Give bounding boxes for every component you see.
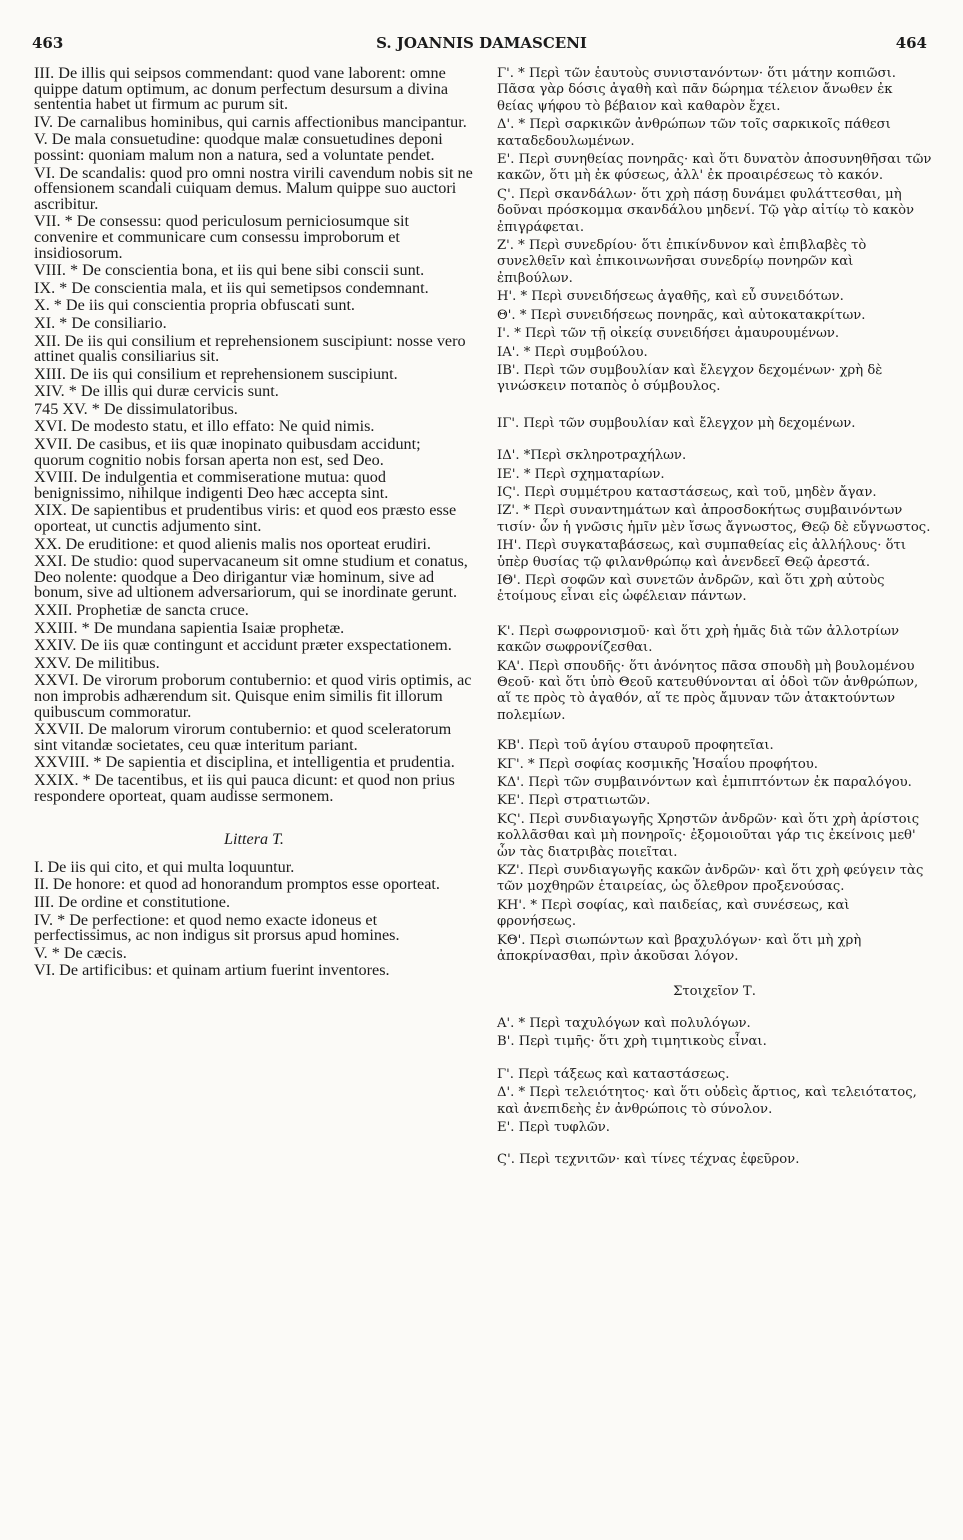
entry: Ε'. Περὶ τυφλῶν.: [497, 1119, 610, 1135]
entry: XXIX. * De tacentibus, et iis qui pauca dicunt: et quod non prius respondere oporteat, quam audisse sermonem.: [34, 770, 455, 805]
entry: X. * De iis qui conscientia propria obfuscati sunt.: [34, 296, 355, 315]
entry: Γ'. Περὶ τάξεως καὶ καταστάσεως.: [497, 1066, 730, 1082]
entry: V. De mala consuetudine: quodque malæ consuetudines deponi possint: quoniam malum non a natura, sed a voluntate pendet.: [34, 130, 443, 164]
greek-column: [497, 66, 932, 1171]
page-number-left: 463: [32, 34, 64, 52]
entry: III. De ordine et constitutione.: [34, 892, 230, 911]
entry: ΙΖ'. * Περὶ συναντημάτων καὶ ἀπροσδοκήτως συμβαινόντων τισίν· ὧν ἡ γνῶσις ἡμῖν μὲν ἴσως ἄγνωστος, Θεῷ δὲ εὔγνωστος.: [497, 503, 931, 535]
latin-column: [34, 66, 474, 981]
entry: XXV. De militibus.: [34, 653, 160, 672]
entry: 745 XV. * De dissimulatoribus.: [34, 399, 238, 418]
entry: Ϛ'. Περὶ τεχνιτῶν· καὶ τίνες τέχνας ἐφεῦρον.: [497, 1152, 800, 1168]
entry: XXVIII. * De sapientia et disciplina, et intelligentia et prudentia.: [34, 753, 455, 772]
entry: ΚΖ'. Περὶ συνδιαγωγῆς κακῶν ἀνδρῶν· καὶ ὅτι χρὴ φεύγειν τὰς τῶν μοχθηρῶν ἑταιρείας, ὡς ὄλεθρον προξενούσας.: [497, 863, 924, 895]
entry: Θ'. * Περὶ συνειδήσεως πονηρᾶς, καὶ αὐτοκατακρίτων.: [497, 307, 866, 323]
entry: ΙΔ'. *Περὶ σκληροτραχήλων.: [497, 448, 687, 464]
entry: XXVI. De virorum proborum contubernio: et quod viris optimis, ac non improbis adhærendum sit. Quisque enim similis fit illorum quibuscum commoratur.: [34, 671, 472, 721]
entry: ΙΗ'. Περὶ συγκαταβάσεως, καὶ συμπαθείας εἰς ἀλλήλους· ὅτι ὑπὲρ θυσίας τῷ φιλανθρώπῳ καὶ ἀνενδεεῖ Θεῷ ἀρεστά.: [497, 538, 906, 570]
entry: ΙΓ'. Περὶ τῶν συμβουλίαν καὶ ἔλεγχον μὴ δεχομένων.: [497, 415, 856, 431]
entry: XXVII. De malorum virorum contubernio: et quod sceleratorum sint vitandæ societates, ceu quæ interitum pariant.: [34, 720, 452, 754]
entry: II. De honore: et quod ad honorandum promptos esse oporteat.: [34, 875, 440, 894]
entry: ΙΕ'. * Περὶ σχηματαρίων.: [497, 466, 665, 482]
latin-section-heading: Littera T.: [224, 830, 284, 849]
entry: XVII. De casibus, et iis quæ inopinato quibusdam accidunt; quorum cognitio nobis forsan aperta non est, sed Deo.: [34, 435, 421, 469]
entry: Δ'. * Περὶ σαρκικῶν ἀνθρώπων τῶν τοῖς σαρκικοῖς πάθεσι καταδεδουλωμένων.: [497, 117, 891, 149]
entry: Ζ'. * Περὶ συνεδρίου· ὅτι ἐπικίνδυνον καὶ ἐπιβλαβὲς τὸ συνελθεῖν καὶ ἐπικοινωνῆσαι συνεδρίῳ πονηρῶν καὶ ἐπιβούλων.: [497, 238, 867, 286]
entry: XIX. De sapientibus et prudentibus viris: et quod eos præsto esse oporteat, ut cunctis adjumento sint.: [34, 501, 457, 536]
page-number-right: 464: [895, 34, 927, 52]
latin-t-entries: [34, 857, 474, 980]
entry: Δ'. * Περὶ τελειότητος· καὶ ὅτι οὐδεὶς ἄρτιος, καὶ τελειότατος, καὶ ἀνεπιδεὴς ἐν ἀνθρώποις τὸ σύνολον.: [497, 1085, 917, 1117]
entry: ΙϚ'. Περὶ συμμέτρου καταστάσεως, καὶ τοῦ, μηδὲν ἄγαν.: [497, 484, 877, 500]
entry: ΚΘ'. Περὶ σιωπώντων καὶ βραχυλόγων· καὶ ὅτι μὴ χρὴ ἀποκρίνασθαι, πρὶν ἀκοῦσαι λόγον.: [497, 932, 862, 965]
entry: I. De iis qui cito, et qui multa loquuntur.: [34, 857, 295, 876]
entry: XXI. De studio: quod supervacaneum sit omne studium et conatus, Deo nolente: quodque a Deo dirigantur viæ hominum, sive ad bonum, sive ad ultionem adversariorum, qui se inordinate gerunt.: [34, 552, 468, 602]
greek-t-entries: [497, 1016, 932, 1169]
entry: Β'. Περὶ τιμῆς· ὅτι χρὴ τιμητικοὺς εἶναι.: [497, 1034, 767, 1050]
entry: Κ'. Περὶ σωφρονισμοῦ· καὶ ὅτι χρὴ ἡμᾶς διὰ τῶν ἀλλοτρίων κακῶν σωφρονίζεσθαι.: [497, 623, 900, 656]
entry: VI. De artificibus: et quinam artium fuerint inventores.: [34, 961, 390, 980]
running-title: S. JOANNIS DAMASCENI: [376, 34, 587, 52]
entry: IV. * De perfectione: et quod nemo exacte idoneus et perfectissimus, ac non indigus sit prorsus apud homines.: [34, 910, 400, 945]
entry: ΚΑ'. Περὶ σπουδῆς· ὅτι ἀνόνητος πᾶσα σπουδὴ μὴ βουλομένου Θεοῦ· καὶ ὅτι ὑπὸ Θεοῦ κατευθύνονται αἱ ὁδοὶ τῶν ἀνθρώπων, αἵ τε πρὸς τὸ ἀγαθόν, αἵ τε πρὸς ἄμυναν τῶν ἀτακτούντων πολεμίων.: [497, 658, 919, 723]
entry: XIII. De iis qui consilium et reprehensionem suscipiunt.: [34, 364, 398, 383]
entry: XVI. De modesto statu, et illo effato: Ne quid nimis.: [34, 417, 375, 436]
greek-entries: [497, 66, 932, 966]
entry: VI. De scandalis: quod pro omni nostra virili cavendum nobis sit ne offensionem scandali cuiquam demus. Malum quippe suo auctori ascribitur.: [34, 163, 473, 213]
entry: Η'. * Περὶ συνειδήσεως ἀγαθῆς, καὶ εὖ συνειδότων.: [497, 289, 844, 305]
entry: ΙΒ'. Περὶ τῶν συμβουλίαν καὶ ἔλεγχον δεχομένων· χρὴ δὲ γινώσκειν ποταπὸς ὁ σύμβουλος.: [497, 362, 883, 395]
entry: III. De illis qui seipsos commendant: quod vane laborent: omne quippe datum optimum, ac donum perfectum desursum a divina sententia habet ut firmum ac purum sit.: [34, 64, 449, 114]
entry: ΙΑ'. * Περὶ συμβούλου.: [497, 344, 648, 360]
entry: Ι'. * Περὶ τῶν τῇ οἰκείᾳ συνειδήσει ἀμαυρουμένων.: [497, 326, 840, 342]
entry: IX. * De conscientia mala, et iis qui semetipsos condemnant.: [34, 278, 429, 297]
entry: ΚΔ'. Περὶ τῶν συμβαινόντων καὶ ἐμπιπτόντων ἐκ παραλόγου.: [497, 775, 912, 791]
entry: V. * De cæcis.: [34, 943, 127, 962]
greek-section-heading: Στοιχεῖον Τ.: [673, 983, 756, 999]
entry: XI. * De consiliario.: [34, 313, 167, 332]
entry: ΚΓ'. * Περὶ σοφίας κοσμικῆς Ἡσαΐου προφήτου.: [497, 756, 818, 772]
entry: IV. De carnalibus hominibus, qui carnis affectionibus mancipantur.: [34, 112, 467, 131]
entry: XIV. * De illis qui duræ cervicis sunt.: [34, 382, 279, 401]
entry: XXIII. * De mundana sapientia Isaiæ prophetæ.: [34, 618, 345, 637]
entry: XXIV. De iis quæ contingunt et accidunt præter exspectationem.: [34, 636, 452, 655]
entry: Ε'. Περὶ συνηθείας πονηρᾶς· καὶ ὅτι δυνατὸν ἀποσυνηθῆσαι τῶν κακῶν, ὅτι μὴ ἐκ φύσεως, ἀλλ' ἐκ προαιρέσεως τὸ κακόν.: [497, 152, 932, 184]
entry: ΚΗ'. * Περὶ σοφίας, καὶ παιδείας, καὶ συνέσεως, καὶ φρονήσεως.: [497, 897, 850, 930]
entry: XVIII. De indulgentia et commiseratione mutua: quod benignissimo, nihilque indigenti Deo hæc accepta sint.: [34, 468, 389, 502]
entry: XXII. Prophetiæ de sancta cruce.: [34, 601, 249, 619]
entry: Γ'. * Περὶ τῶν ἑαυτοὺς συνιστανόντων· ὅτι μάτην κοπιῶσι. Πᾶσα γὰρ δόσις ἀγαθὴ καὶ πᾶν δώρημα τέλειον ἄνωθεν ἐκ θείας ψήφου τὸ βέβαιον καὶ καθαρὸν ἔχει.: [497, 66, 896, 114]
latin-entries: [34, 66, 474, 804]
entry: ΚΕ'. Περὶ στρατιωτῶν.: [497, 793, 651, 809]
entry: Ϛ'. Περὶ σκανδάλων· ὅτι χρὴ πάσῃ δυνάμει φυλάττεσθαι, μὴ δοῦναι πρόσκομμα σκανδάλου μηδενί. Τῷ γὰρ αἰτίῳ τὸ κακὸν ἐπιγράφεται.: [497, 186, 915, 235]
entry: XX. De eruditione: et quod alienis malis nos oporteat erudiri.: [34, 534, 431, 553]
entry: ΙΘ'. Περὶ σοφῶν καὶ συνετῶν ἀνδρῶν, καὶ ὅτι χρὴ αὐτοὺς ἑτοίμους εἶναι εἰς ὠφέλειαν πάντων.: [497, 572, 885, 605]
entry: Α'. * Περὶ ταχυλόγων καὶ πολυλόγων.: [497, 1015, 751, 1031]
entry: XII. De iis qui consilium et reprehensionem suscipiunt: nosse vero attinet qualis consiliarius sit.: [34, 331, 466, 366]
entry: ΚΒ'. Περὶ τοῦ ἁγίου σταυροῦ προφητεῖαι.: [497, 738, 774, 754]
entry: VII. * De consessu: quod periculosum perniciosumque sit convenire et communicare cum consessu improborum et insidiosorum.: [34, 212, 409, 262]
entry: ΚϚ'. Περὶ συνδιαγωγῆς Χρηστῶν ἀνδρῶν· καὶ ὅτι χρὴ ἀρίστοις κολλᾶσθαι καὶ μὴ πονηροῖς· ἐξομοιοῦται γάρ τις ἐκείνοις μεθ' ὧν τὰς διατριβὰς ποιεῖται.: [497, 811, 920, 860]
entry: VIII. * De conscientia bona, et iis qui bene sibi conscii sunt.: [34, 261, 425, 280]
